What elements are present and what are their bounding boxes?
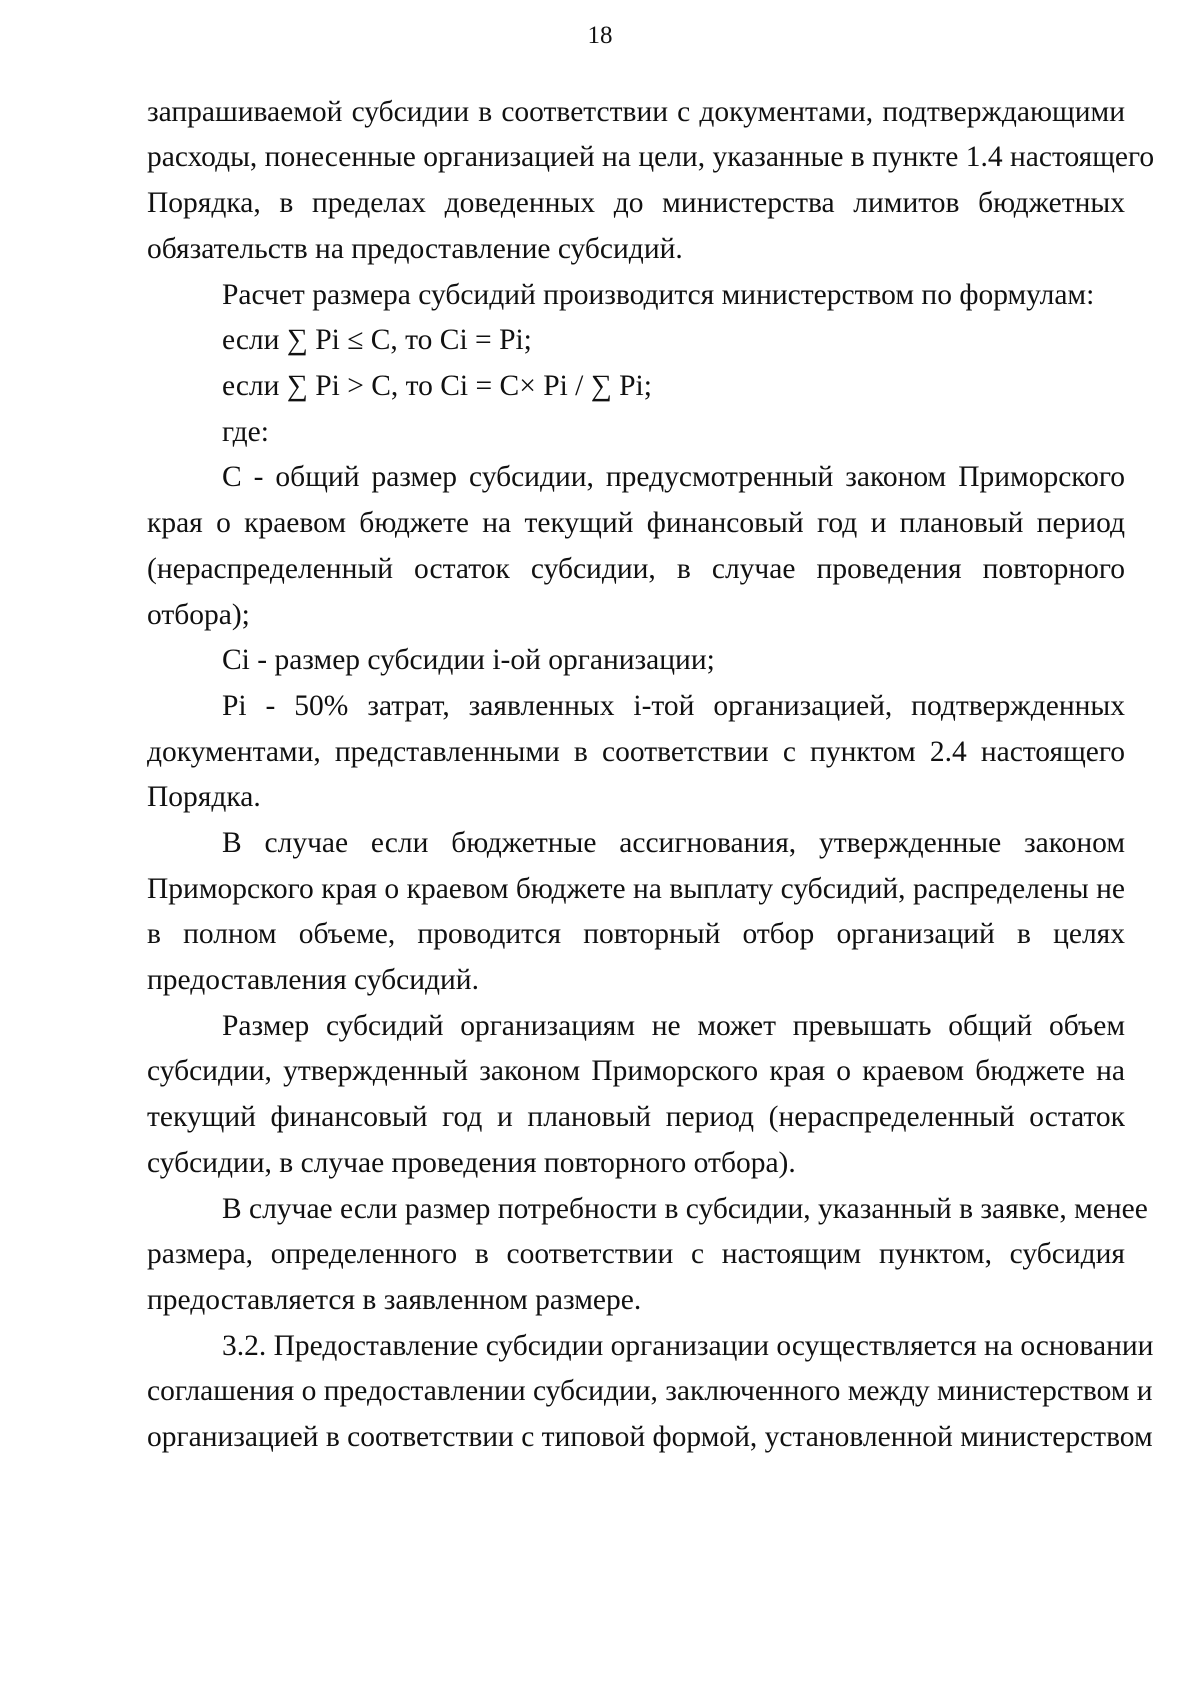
text-line: соглашения о предоставлении субсидии, заключенного между министерством и [147, 1375, 1153, 1407]
text-line: субсидии, в случае проведения повторного отбора). [147, 1147, 796, 1179]
text-line: предоставляется в заявленном размере. [147, 1284, 642, 1316]
text-line: запрашиваемой субсидии в соответствии с документами, подтверждающими [147, 96, 1125, 128]
text-line: в полном объеме, проводится повторный отбор организаций в целях [147, 918, 1125, 950]
text-line: обязательств на предоставление субсидий. [147, 233, 683, 265]
text-line: документами, представленными в соответствии с пунктом 2.4 настоящего [147, 736, 1125, 768]
text-line: Порядка. [147, 781, 261, 813]
text-line: расходы, понесенные организацией на цели, указанные в пункте 1.4 настоящего [147, 141, 1155, 173]
text-line: субсидии, утвержденный законом Приморского края о краевом бюджете на [147, 1055, 1125, 1087]
text-line: предоставления субсидий. [147, 964, 479, 996]
definition-line: Ci - размер субсидии i-ой организации; [222, 644, 715, 676]
formula-line: если ∑ Pi > C, то Ci = C× Pi / ∑ Pi; [222, 370, 652, 402]
text-line: организацией в соответствии с типовой формой, установленной министерством [147, 1421, 1153, 1453]
text-line: размера, определенного в соответствии с настоящим пунктом, субсидия [147, 1238, 1125, 1270]
text-line: 3.2. Предоставление субсидии организации осуществляется на основании [222, 1330, 1154, 1362]
text-line: В случае если размер потребности в субсидии, указанный в заявке, менее [222, 1193, 1148, 1225]
text-line: где: [222, 416, 269, 448]
definition-line: C - общий размер субсидии, предусмотренный законом Приморского [222, 461, 1125, 493]
text-line: (нераспределенный остаток субсидии, в случае проведения повторного [147, 553, 1125, 585]
formula-line: если ∑ Pi ≤ C, то Ci = Pi; [222, 324, 532, 356]
definition-line: Pi - 50% затрат, заявленных i-той организацией, подтвержденных [222, 690, 1125, 722]
text-line: отбора); [147, 599, 250, 631]
page-number: 18 [587, 22, 613, 49]
text-line: края о краевом бюджете на текущий финансовый год и плановый период [147, 507, 1125, 539]
text-line: Размер субсидий организациям не может превышать общий объем [222, 1010, 1125, 1042]
text-line: Приморского края о краевом бюджете на выплату субсидий, распределены не [147, 873, 1125, 905]
text-line: В случае если бюджетные ассигнования, утвержденные законом [222, 827, 1125, 859]
text-line: текущий финансовый год и плановый период (нераспределенный остаток [147, 1101, 1125, 1133]
text-line: Порядка, в пределах доведенных до министерства лимитов бюджетных [147, 187, 1125, 219]
text-line: Расчет размера субсидий производится министерством по формулам: [222, 279, 1095, 311]
